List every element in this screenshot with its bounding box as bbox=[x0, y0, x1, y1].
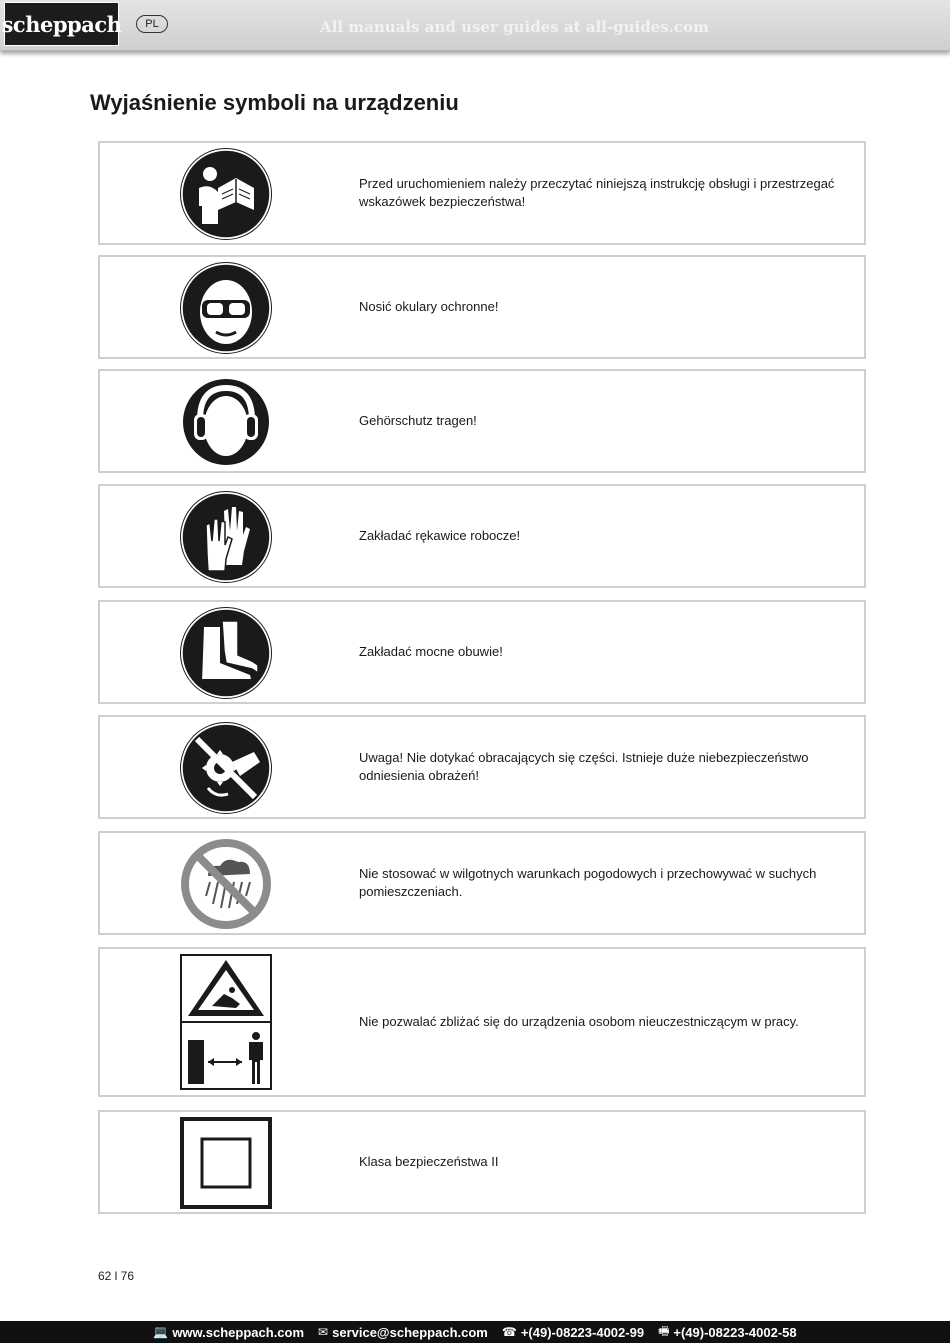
symbol-description: Zakładać rękawice robocze! bbox=[359, 528, 521, 543]
language-badge: PL bbox=[136, 15, 168, 33]
footer-website[interactable] bbox=[153, 1325, 304, 1340]
page-title: Wyjaśnienie symboli na urządzeniu bbox=[90, 90, 459, 115]
ear-protection-icon bbox=[180, 376, 272, 468]
fax-number: +(49)-08223-4002-58 bbox=[673, 1324, 797, 1340]
footer-bar bbox=[0, 1321, 950, 1343]
brand-logo-text: scheppach bbox=[1, 11, 122, 37]
symbol-row bbox=[98, 831, 866, 935]
symbol-row bbox=[98, 484, 866, 588]
computer-icon: 💻 bbox=[153, 1325, 169, 1339]
brand-logo bbox=[1, 2, 122, 46]
symbol-row bbox=[98, 1110, 866, 1214]
page-number: 62 l 76 bbox=[98, 1269, 135, 1283]
footer-phone bbox=[502, 1325, 644, 1340]
symbol-row bbox=[98, 600, 866, 704]
gloves-icon bbox=[180, 491, 272, 583]
symbol-description: Zakładać mocne obuwie! bbox=[359, 644, 503, 659]
symbol-description: Nie stosować w wilgotnych warunkach pogodowych i przechowywać w suchych pomieszczeniach. bbox=[359, 866, 817, 899]
symbol-description: Uwaga! Nie dotykać obracających się części. Istnieje duże niebezpieczeństwo odniesienia obrażeń! bbox=[359, 750, 809, 783]
email-link[interactable]: service@scheppach.com bbox=[332, 1324, 488, 1340]
symbol-description: Przed uruchomieniem należy przeczytać niniejszą instrukcję obsługi i przestrzegać wskazówek bezpieczeństwa! bbox=[359, 176, 835, 209]
keep-distance-icon bbox=[180, 954, 272, 1090]
safety-boots-icon bbox=[180, 607, 272, 699]
symbol-row bbox=[98, 255, 866, 359]
email-icon: ✉ bbox=[318, 1325, 329, 1339]
safety-goggles-icon bbox=[180, 262, 272, 354]
symbol-row bbox=[98, 947, 866, 1097]
symbol-row bbox=[98, 369, 866, 473]
fax-icon: 🖷 bbox=[658, 1323, 670, 1338]
symbol-description: Nosić okulary ochronne! bbox=[359, 299, 499, 314]
footer-fax bbox=[658, 1322, 797, 1343]
watermark-text: All manuals and user guides at all-guides.com bbox=[320, 18, 709, 36]
symbol-description: Nie pozwalać zbliżać się do urządzenia osobom nieuczestniczącym w pracy. bbox=[359, 1014, 799, 1029]
symbol-row bbox=[98, 141, 866, 245]
phone-number: +(49)-08223-4002-99 bbox=[520, 1324, 645, 1340]
header-bar bbox=[0, 0, 950, 51]
protection-class-ii-icon bbox=[180, 1117, 272, 1209]
no-touch-rotating-parts-icon bbox=[180, 722, 272, 814]
symbol-description: Gehörschutz tragen! bbox=[359, 413, 477, 428]
symbol-description: Klasa bezpieczeństwa II bbox=[359, 1154, 499, 1169]
footer-email[interactable] bbox=[318, 1325, 488, 1340]
read-manual-icon bbox=[180, 148, 272, 240]
website-link[interactable]: www.scheppach.com bbox=[172, 1324, 305, 1340]
symbol-row bbox=[98, 715, 866, 819]
no-rain-icon bbox=[180, 838, 272, 930]
phone-icon: ☎ bbox=[501, 1325, 517, 1339]
